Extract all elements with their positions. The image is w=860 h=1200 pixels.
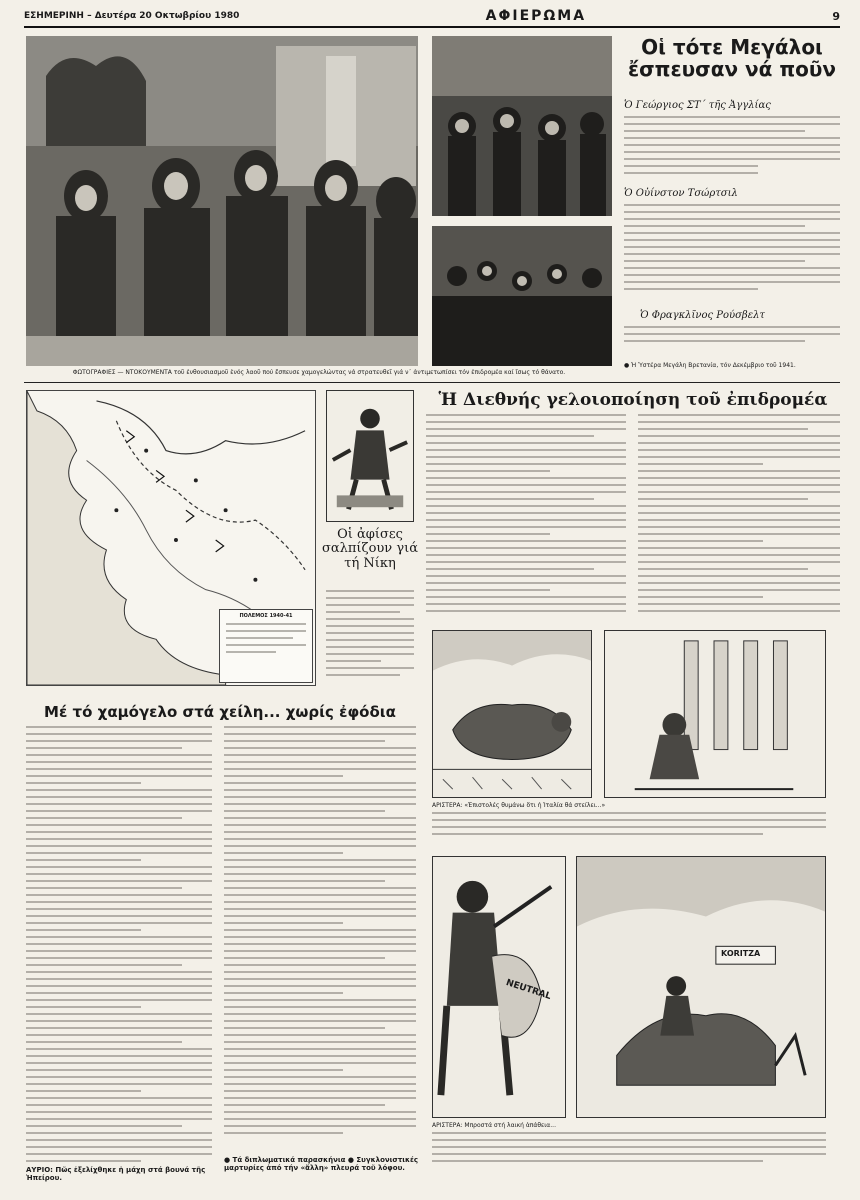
section-title: ΑΦΙΕΡΩΜΑ: [485, 8, 587, 24]
quote-text-churchill: [624, 204, 840, 304]
mockery-headline: Ἡ Διεθνής γελοιοποίηση τοῦ ἐπιδρομέα: [438, 390, 828, 410]
mockery-text-col1: [426, 414, 626, 622]
tomorrow-note: ΑΥΡΙΟ: Πῶς ἐξελίχθηκε ἡ μάχη στά βουνά τῆς Ἠπείρου.: [26, 1166, 206, 1182]
quote-text-roosevelt: [624, 326, 840, 356]
poster-text: [326, 590, 414, 686]
crowd-photo-top: [432, 36, 612, 216]
smile-headline: Μέ τό χαμόγελο στά χείλη... χωρίς ἐφόδια: [44, 703, 396, 721]
masthead-date: ΕΣΗΜΕΡΙΝΗ – Δευτέρα 20 Οκτωβρίου 1980: [24, 11, 240, 21]
cartoon-caption-bottom-text: [432, 1132, 826, 1172]
cartoon-caption-bottom: ΑΡΙΣΤΕΡΑ: Μπροστά στή λαική ἀπάθεια...: [432, 1122, 556, 1129]
war-map: [26, 390, 316, 686]
crowd-photo-bottom: [432, 226, 612, 366]
smile-text-col2: [224, 726, 416, 1150]
page-number: 9: [832, 9, 840, 23]
koritza-label: KORITZA: [721, 949, 761, 958]
neutral-label: NEUTRAL: [504, 978, 553, 1002]
section-divider: [24, 382, 840, 383]
masthead: [24, 6, 840, 28]
cartoon-koritza: [576, 856, 826, 1118]
bottom-teaser: ● Τά διπλωματικά παρασκήνια ● Συγκλονιστικές μαρτυρίες ἀπό τήν «ἄλλη» πλευρά τοῦ λόφου.: [224, 1156, 419, 1172]
poster-headline: Οἱ ἀφίσες σαλπίζουν γιά τή Νίκη: [322, 527, 418, 571]
quote-speaker-george: Ὁ Γεώργιος ΣΤ΄ τῆς Ἀγγλίας: [624, 100, 771, 111]
cartoon-caption-top: ΑΡΙΣΤΕΡΑ: «Ἐπιστολές θυμάνω ὅτι ἡ Ἰταλία θά στείλει...»: [432, 802, 606, 809]
cartoon-neutral: [432, 856, 566, 1118]
war-poster: [326, 390, 414, 522]
mockery-text-col2: [638, 414, 840, 622]
roosevelt-signoff: ● Ἡ Ὑστέρα Μεγάλη Βρετανία, τόν Δεκέμβριο τοῦ 1941.: [624, 362, 796, 369]
photo-caption: ΦΩΤΟΓΡΑΦΙΕΣ — ΝΤΟΚΟΥΜΕΝΤΑ τοῦ ἐνθουσιασμοῦ ἑνός λαοῦ πού ἔσπευσε χαμογελώντας νά στρατευθεῖ γιά ν᾿ ἀντιμετωπίσει τόν ἐπιδρομέα καί ἴσως τό θάνατο.: [72, 369, 566, 376]
quote-speaker-roosevelt: Ὁ Φραγκλῖνος Ρούσβελτ: [640, 310, 765, 321]
cartoon-bear: [432, 630, 592, 798]
map-legend: [219, 609, 313, 683]
map-legend-title: ΠΟΛΕΜΟΣ 1940-41: [239, 613, 293, 619]
quote-speaker-churchill: Ὁ Οὐίνστον Τσώρτσιλ: [624, 188, 738, 199]
soldiers-marching-photo: [26, 36, 418, 366]
cartoon-caption-top-text: [432, 812, 826, 846]
smile-text-col1: [26, 726, 212, 1172]
quotes-headline: Οἱ τότε Μεγάλοι ἔσπευσαν νά ποῦν: [627, 35, 837, 81]
quote-text-george: [624, 116, 840, 182]
cartoon-temple: [604, 630, 826, 798]
